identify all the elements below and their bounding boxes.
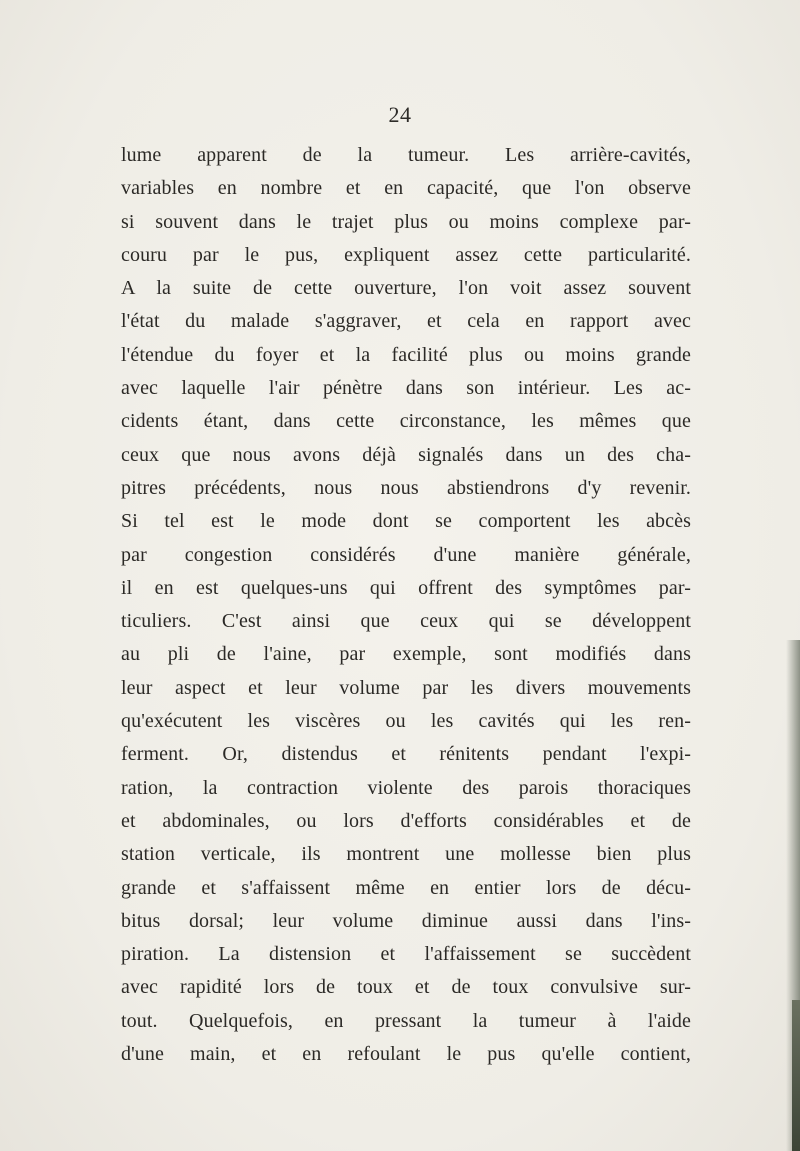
text-line: variables en nombre et en capacité, que l'on observe	[121, 177, 691, 200]
text-line: ticuliers. C'est ainsi que ceux qui se développent	[121, 610, 691, 633]
text-line: piration. La distension et l'affaissement se succèdent	[121, 943, 691, 966]
text-line: par congestion considérés d'une manière générale,	[121, 543, 691, 566]
text-line: l'état du malade s'aggraver, et cela en rapport avec	[121, 310, 691, 333]
text-line: station verticale, ils montrent une mollesse bien plus	[121, 843, 691, 866]
text-line: cidents étant, dans cette circonstance, les mêmes que	[121, 410, 691, 433]
text-line: l'étendue du foyer et la facilité plus ou moins grande	[121, 343, 691, 366]
text-line: tout. Quelquefois, en pressant la tumeur à l'aide	[121, 1009, 691, 1032]
page-number: 24	[388, 102, 412, 127]
text-line: d'une main, et en refoulant le pus qu'elle contient,	[121, 1043, 691, 1066]
text-line: couru par le pus, expliquent assez cette particularité.	[121, 243, 691, 266]
text-line: ration, la contraction violente des parois thoraciques	[121, 776, 691, 799]
page-edge-dark	[792, 1000, 800, 1151]
text-line: A la suite de cette ouverture, l'on voit assez souvent	[121, 277, 691, 300]
text-line: si souvent dans le trajet plus ou moins complexe par-	[121, 210, 691, 233]
text-line: grande et s'affaissent même en entier lors de décu-	[121, 876, 691, 899]
text-line: lume apparent de la tumeur. Les arrière-cavités,	[121, 144, 691, 166]
text-line: au pli de l'aine, par exemple, sont modifiés dans	[121, 643, 691, 666]
text-line: ceux que nous avons déjà signalés dans un des cha-	[121, 443, 691, 466]
text-line: leur aspect et leur volume par les divers mouvements	[121, 676, 691, 699]
text-line: bitus dorsal; leur volume diminue aussi dans l'ins-	[121, 909, 691, 932]
text-line: qu'exécutent les viscères ou les cavités qui les ren-	[121, 710, 691, 733]
text-line: pitres précédents, nous nous abstiendrons d'y revenir.	[121, 476, 691, 499]
text-line: ferment. Or, distendus et rénitents pendant l'expi-	[121, 743, 691, 766]
body-text	[121, 139, 691, 1071]
text-line: avec rapidité lors de toux et de toux convulsive sur-	[121, 976, 691, 999]
text-line: il en est quelques-uns qui offrent des symptômes par-	[121, 576, 691, 599]
text-line: avec laquelle l'air pénètre dans son intérieur. Les ac-	[121, 377, 691, 400]
text-line: et abdominales, ou lors d'efforts considérables et de	[121, 809, 691, 832]
text-line: Si tel est le mode dont se comportent les abcès	[121, 510, 691, 533]
